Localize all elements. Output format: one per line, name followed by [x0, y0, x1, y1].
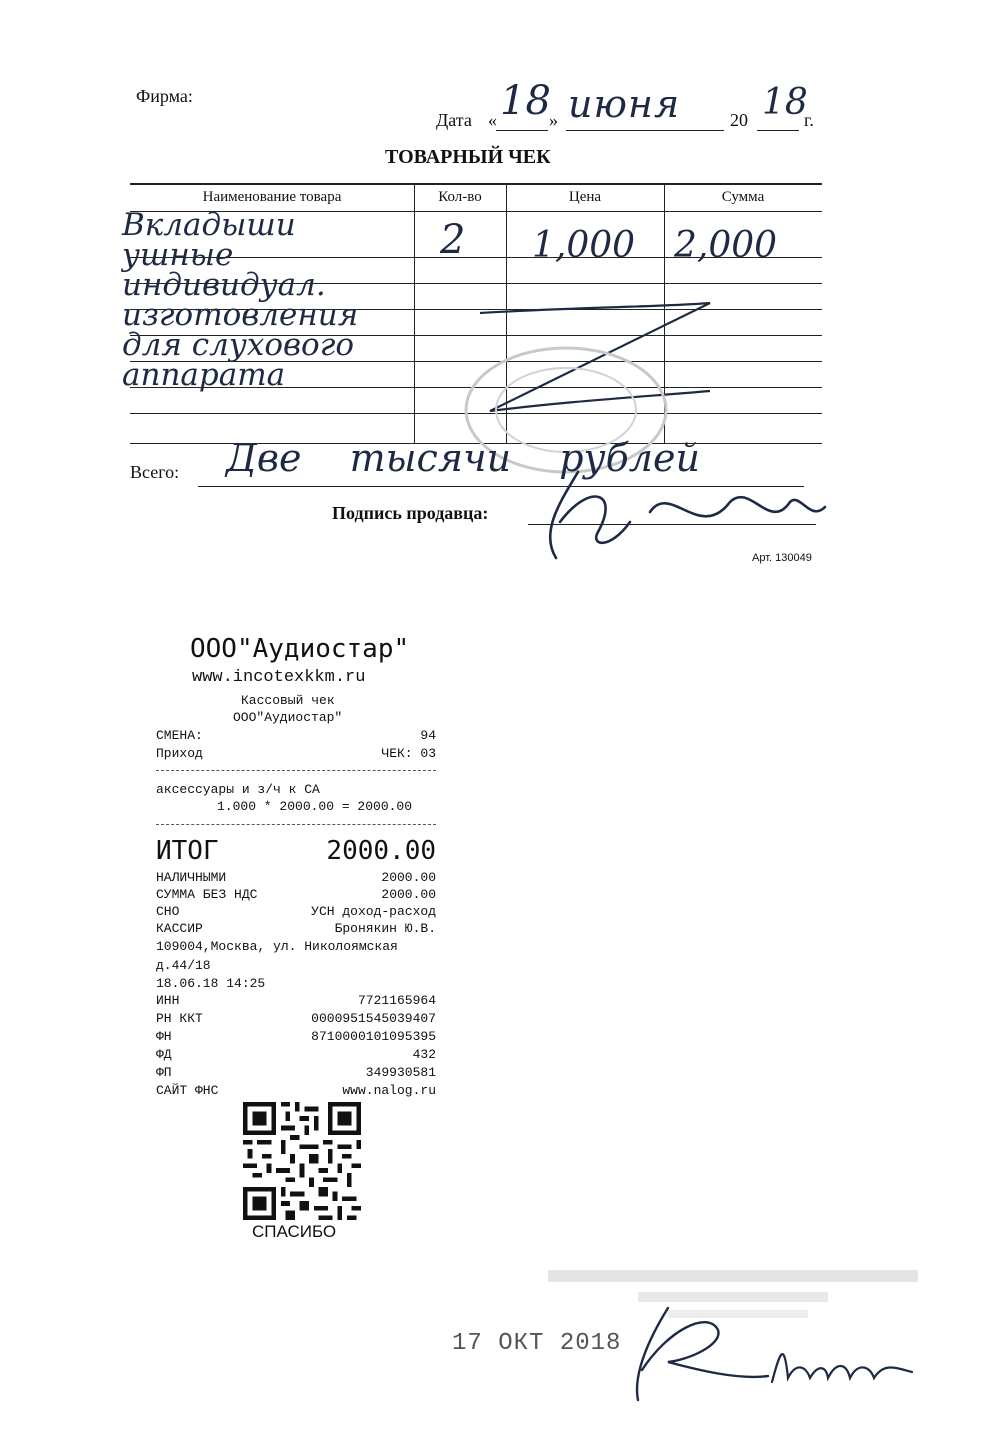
novat-value: 2000.00	[381, 887, 436, 902]
fn-value: 8710000101095395	[311, 1029, 436, 1044]
receipt-company: ООО"Аудиостар"	[233, 710, 343, 725]
date-label: Дата	[436, 110, 472, 130]
sno-label: СНО	[156, 904, 180, 919]
cashier-row	[156, 921, 436, 936]
address-line: д.44/18	[156, 958, 211, 973]
item-name-line: для слухового	[122, 327, 355, 363]
fd-value: 432	[412, 1047, 436, 1062]
fp-value: 349930581	[365, 1065, 436, 1080]
receiver-signature-name	[766, 1332, 916, 1401]
receipt-total-value: 2000.00	[326, 836, 436, 866]
address-line: 109004,Москва, ул. Николоямская	[156, 939, 398, 954]
income-label: Приход	[156, 746, 203, 761]
fns-row	[156, 1083, 436, 1098]
fd-row	[156, 1047, 436, 1062]
item-sum: 2,000	[674, 225, 778, 266]
column-header-qty: Кол-во	[438, 189, 482, 205]
date-year-prefix: 20	[730, 110, 748, 130]
fd-label: ФД	[156, 1047, 172, 1062]
item-price: 1,000	[532, 225, 636, 266]
sno-value: УСН доход-расход	[311, 904, 436, 919]
receipt-total-row	[156, 836, 436, 866]
firm-label: Фирма:	[136, 86, 193, 106]
date-day-handwritten: 18	[500, 78, 551, 124]
novat-label: СУММА БЕЗ НДС	[156, 887, 258, 902]
divider	[156, 824, 436, 825]
receipt-company-header: ООО"Аудиостар"	[190, 634, 410, 664]
date-year-handwritten: 18	[762, 82, 808, 123]
cash-row	[156, 870, 436, 885]
rn-label: РН ККТ	[156, 1011, 203, 1026]
cash-value: 2000.00	[381, 870, 436, 885]
rn-row	[156, 1011, 436, 1026]
shift-row	[156, 728, 436, 743]
check-row	[156, 746, 436, 761]
total-in-words: Две тысячи рублей	[226, 436, 700, 480]
fp-label: ФП	[156, 1065, 172, 1080]
fn-label: ФН	[156, 1029, 172, 1044]
date-day-line	[496, 130, 548, 131]
item-name-line: аппарата	[122, 357, 286, 393]
receipt-datetime: 18.06.18 14:25	[156, 976, 266, 991]
cashier-value: Бронякин Ю.В.	[334, 921, 436, 936]
inn-value: 7721165964	[357, 993, 436, 1008]
shift-value: 94	[420, 728, 436, 743]
item-name-line: ушные	[122, 237, 234, 273]
column-header-sum: Сумма	[721, 189, 765, 205]
date-year-suffix: г.	[804, 110, 814, 130]
qr-code	[240, 1102, 364, 1220]
receipt-type: Кассовый чек	[241, 693, 335, 708]
sno-row	[156, 904, 436, 919]
stamp-date: 17 ОКТ 2018	[452, 1330, 622, 1357]
article-number: Арт. 130049	[752, 552, 812, 564]
shift-label: СМЕНА:	[156, 728, 203, 743]
receipt-thanks: СПАСИБО	[252, 1222, 337, 1241]
item-qty: 2	[440, 217, 466, 263]
fns-label: САЙТ ФНС	[156, 1083, 219, 1098]
receipt-total-label: ИТОГ	[156, 836, 219, 866]
rn-value: 0000951545039407	[311, 1011, 436, 1026]
divider	[156, 770, 436, 771]
date-quote-open: «	[488, 110, 497, 130]
date-month-handwritten: июня	[568, 82, 681, 126]
column-header-name: Наименование товара	[202, 189, 342, 205]
signature-label: Подпись продавца:	[332, 503, 489, 523]
receipt-item-calc: 1.000 * 2000.00 = 2000.00	[217, 799, 413, 814]
receipt-website: www.incotexkkm.ru	[192, 668, 366, 687]
receipt-item-name: аксессуары и з/ч к СА	[156, 782, 320, 797]
document-title: ТОВАРНЫЙ ЧЕК	[385, 146, 551, 168]
cash-label: НАЛИЧНЫМИ	[156, 870, 227, 885]
receiver-signature	[628, 1300, 778, 1410]
novat-row	[156, 887, 436, 902]
item-name-line: изготовления	[122, 297, 359, 333]
total-label: Всего:	[130, 462, 180, 482]
inn-row	[156, 993, 436, 1008]
check-number: ЧЕК: 03	[381, 746, 436, 761]
date-year-line	[757, 130, 799, 131]
date-month-line	[566, 130, 724, 131]
receiver-signature-scribble	[766, 1332, 916, 1392]
cashier-label: КАССИР	[156, 921, 203, 936]
fn-row	[156, 1029, 436, 1044]
item-name-line: Вкладыши	[122, 207, 296, 243]
fp-row	[156, 1065, 436, 1080]
item-name-line: индивидуал.	[122, 267, 326, 303]
fns-value: www.nalog.ru	[342, 1083, 436, 1098]
inn-label: ИНН	[156, 993, 180, 1008]
date-quote-close: »	[549, 110, 558, 130]
column-header-price: Цена	[568, 189, 602, 205]
